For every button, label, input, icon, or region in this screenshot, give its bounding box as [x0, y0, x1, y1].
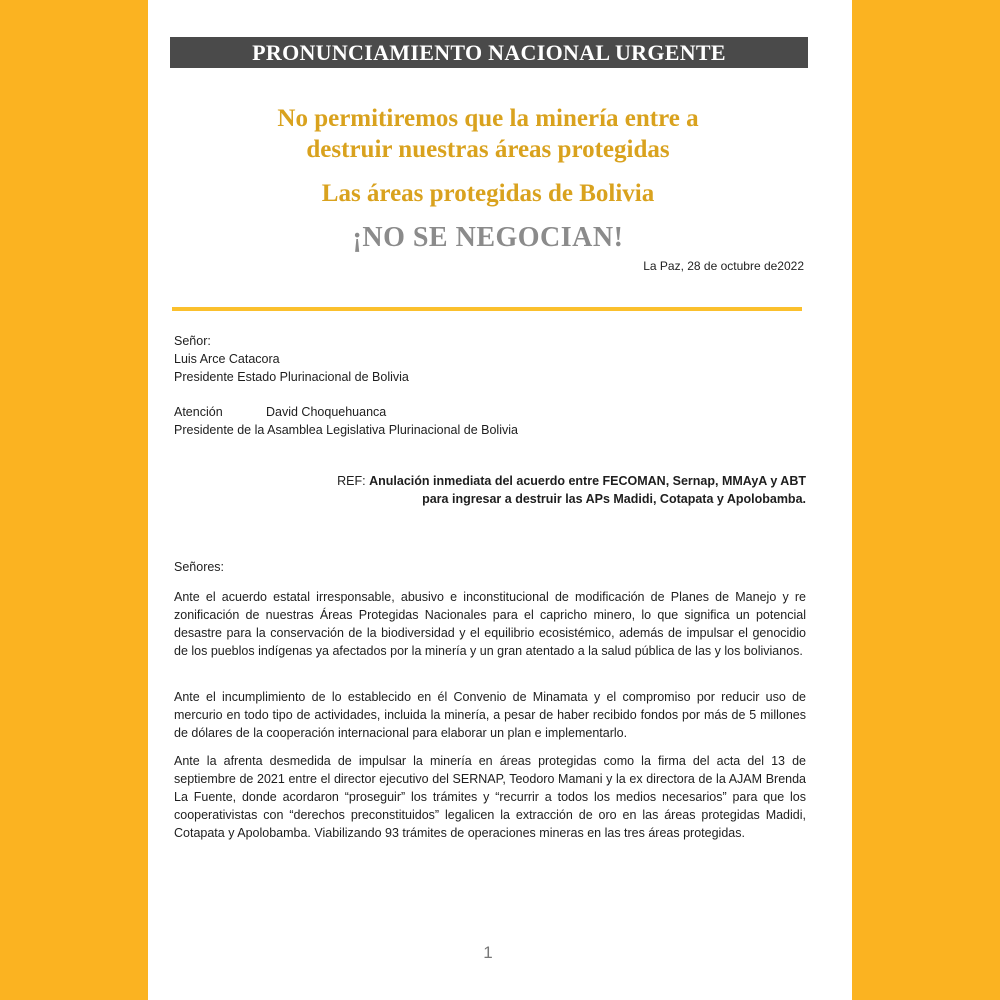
attention-block: [174, 403, 806, 439]
title-banner: PRONUNCIAMIENTO NACIONAL URGENTE: [170, 37, 808, 68]
document-page: [148, 0, 852, 1000]
attention-label: Atención: [174, 405, 223, 419]
paragraph-1: Ante el acuerdo estatal irresponsable, abusivo e inconstitucional de modificación de Planes de Manejo y re zonificación de nuestras Áreas Protegidas Nacionales para el capricho minero, lo que significa un potencial desastre para la conservación de la biodiversidad y el equilibrio ecosistémico, además de impulsar el genocidio de los pueblos indígenas ya afectados por la minería y un gran atentado a la salud pública de las y los bolivianos.: [174, 590, 806, 658]
headline-line-1: No permitiremos que la minería entre a: [277, 105, 699, 132]
divider-rule: [172, 307, 802, 311]
headline-no-se-negocian: ¡NO SE NEGOCIAN!: [352, 222, 624, 253]
ref-label: REF:: [337, 474, 366, 488]
attention-name: David Choquehuanca: [266, 405, 387, 419]
document-date: La Paz, 28 de octubre de2022: [643, 259, 804, 273]
greeting: Señores:: [174, 560, 225, 574]
addressee-block: [174, 332, 806, 386]
addressee-salutation: Señor:: [174, 334, 211, 348]
page-number: 1: [483, 943, 493, 962]
headline-line-2: destruir nuestras áreas protegidas: [306, 136, 670, 163]
addressee-name: Luis Arce Catacora: [174, 352, 280, 366]
addressee-title: Presidente Estado Plurinacional de Bolivia: [174, 370, 409, 384]
paragraph-3: Ante la afrenta desmedida de impulsar la minería en áreas protegidas como la firma del acta del 13 de septiembre de 2021 entre el director ejecutivo del SERNAP, Teodoro Mamani y la ex directora de la AJAM Brenda La Fuente, donde acordaron “proseguir” los trámites y “recurrir a todos los medios necesarios” para que los cooperativistas con “derechos preconstituidos” legalicen la extracción de oro en las áreas protegidas Madidi, Cotapata y Apolobamba. Viabilizando 93 trámites de operaciones mineras en las tres áreas protegidas.: [174, 754, 806, 840]
ref-line-2: para ingresar a destruir las APs Madidi, Cotapata y Apolobamba.: [422, 492, 806, 506]
headline-bolivia: Las áreas protegidas de Bolivia: [321, 180, 655, 207]
reference-block: [306, 472, 806, 508]
ref-line-1: Anulación inmediata del acuerdo entre FECOMAN, Sernap, MMAyA y ABT: [369, 474, 806, 488]
headline-main: [148, 103, 828, 165]
paragraph-2: Ante el incumplimiento de lo establecido en él Convenio de Minamata y el compromiso por reducir uso de mercurio en todo tipo de actividades, incluida la minería, a pesar de haber recibido fondos por más de 5 millones de dólares de la cooperación internacional para elaborar un plan e implementarlo.: [174, 690, 806, 740]
attention-title: Presidente de la Asamblea Legislativa Plurinacional de Bolivia: [174, 423, 518, 437]
